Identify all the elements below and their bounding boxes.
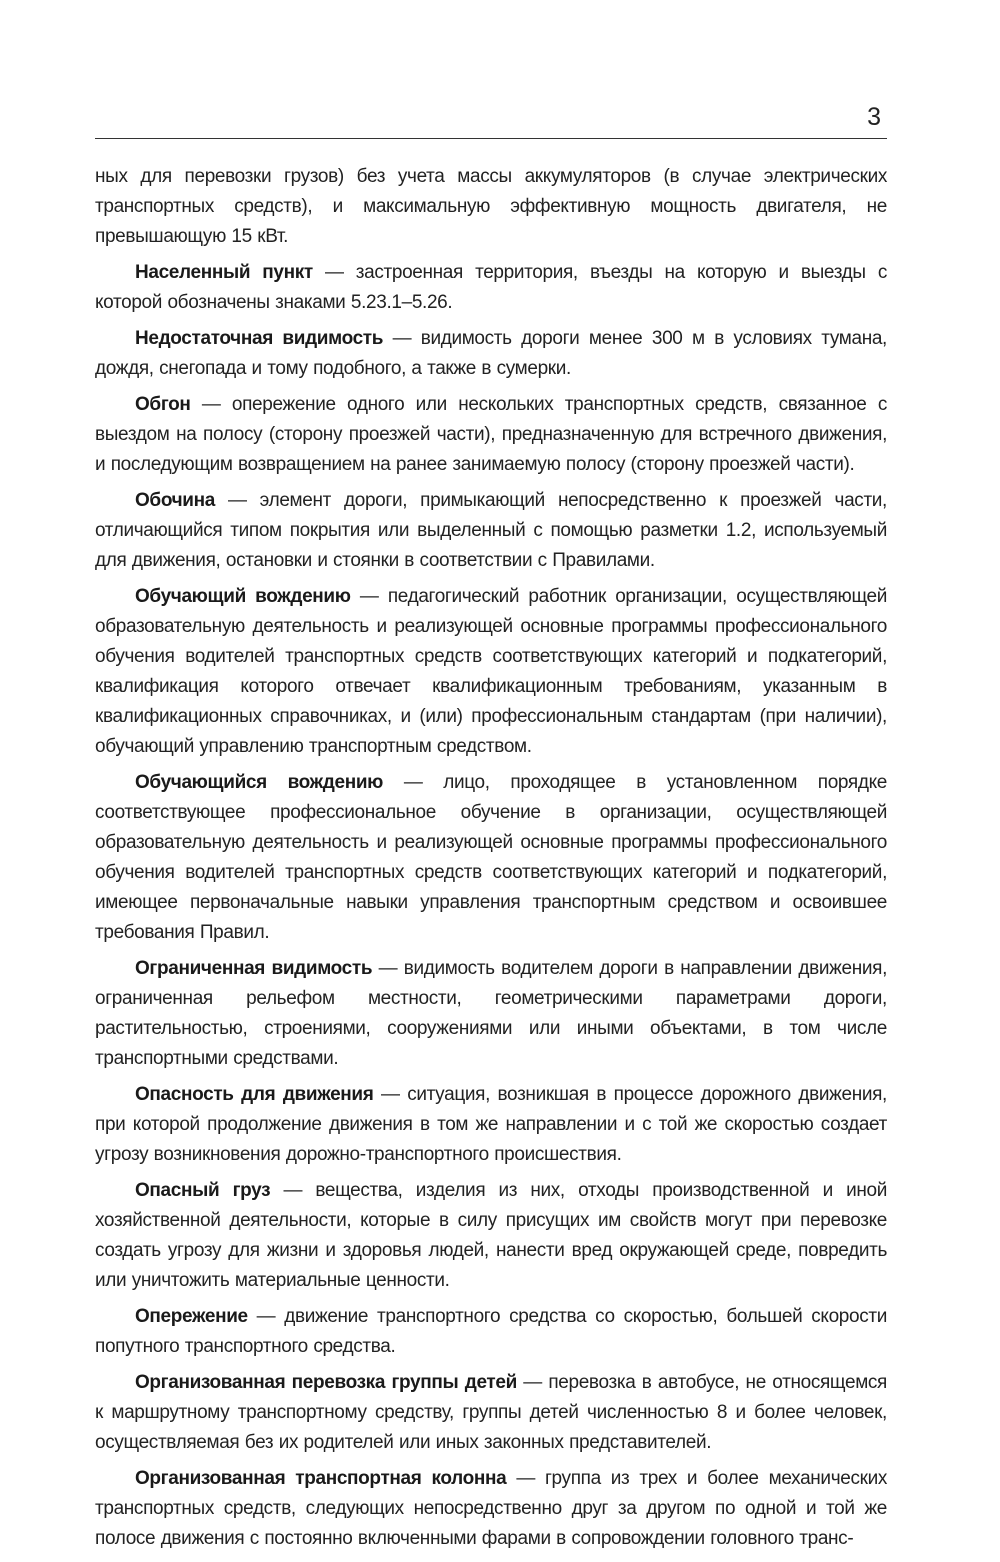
definition-text: — вещества, изделия из них, отходы производственной и иной хозяйственной деятельности, которые в силу присущих им свойств могут при перевозке создать угрозу для жизни и здоровья людей, нанести вред окружающей среде, повредить или уничтожить материальные ценности. [95,1180,887,1291]
definition-text: — лицо, проходящее в установленном порядке соответствующее профессиональное обучение в организации, осуществляющей образовательную деятельность и реализующей основные программы профессионального обучения водителей транспортных средств соответствующих категорий и подкатегорий, имеющее первоначальные навыки управления транспортным средством и освоившее требования Правил. [95,772,888,943]
definition-entry [95,1464,887,1554]
definition-term: Населенный пункт [135,262,313,283]
definition-term: Организованная перевозка группы детей [135,1372,517,1393]
definition-text: — элемент дороги, примыкающий непосредственно к проезжей части, отличающийся типом покрытия или выделенный с помощью разметки 1.2, используемый для движения, остановки и стоянки в соответствии с Правилами. [95,490,887,571]
definition-text: — опережение одного или нескольких транспортных средств, связанное с выездом на полосу (сторону проезжей части), предназначенную для встречного движения, и последующим возвращением на ранее занимаемую полосу (сторону проезжей части). [95,394,887,475]
definition-text: — перевозка в автобусе, не относящемся к маршрутному транспортному средству, группы детей численностью 8 и более человек, осуществляемая без их родителей или иных законных представителей. [95,1372,887,1453]
definition-entry [95,1080,887,1170]
definition-term: Обочина [135,490,215,511]
page-number: 3 [867,103,881,131]
intro-paragraph: ных для перевозки грузов) без учета массы аккумуляторов (в случае электрических транспортных средств), и максимальную эффективную мощность двигателя, не превышающую 15 кВт. [95,166,887,247]
definition-entry [95,768,887,948]
definition-entry [95,1368,887,1458]
definition-entry [95,1302,887,1362]
definition-entry [95,324,887,384]
definition-text: — педагогический работник организации, осуществляющей образовательную деятельность и реализующей основные программы профессионального обучения водителей транспортных средств соответствующих категорий и подкатегорий, квалификация которого отвечает квалификационным требованиям, указанным в квалификационных справочниках, и (или) профессиональным стандартам (при наличии), обучающий управлению транспортным средством. [95,586,887,757]
definition-term: Недостаточная видимость [135,328,384,349]
definition-term: Обгон [135,394,191,415]
definition-term: Обучающий вождению [135,586,351,607]
body-text [95,162,887,1560]
definition-text: — видимость водителем дороги в направлении движения, ограниченная рельефом местности, геометрическими параметрами дороги, растительностью, строениями, сооружениями или иными объектами, в том числе транспортными средствами. [95,958,887,1069]
definition-text: — ситуация, возникшая в процессе дорожного движения, при которой продолжение движения в том же направлении и с той же скоростью создает угрозу возникновения дорожно-транспортного происшествия. [95,1084,887,1165]
definition-entry [95,954,887,1074]
definition-entry [95,582,887,762]
definition-text: — движение транспортного средства со скоростью, большей скорости попутного транспортного средства. [95,1306,887,1357]
definition-entry [95,1176,887,1296]
definition-term: Организованная транспортная колонна [135,1468,507,1489]
definition-term: Опережение [135,1306,248,1327]
definition-term: Обучающийся вождению [135,772,384,793]
definition-text: — застроенная территория, въезды на которую и выезды с которой обозначены знаками 5.23.1–5.26. [95,262,887,313]
definition-term: Опасный груз [135,1180,271,1201]
document-page [95,0,887,1562]
definition-entry [95,486,887,576]
definition-term: Опасность для движения [135,1084,374,1105]
definition-text: — группа из трех и более механических транспортных средств, следующих непосредственно друг за другом по одной и той же полосе движения с постоянно включенными фарами в сопровождении головного транс- [95,1468,887,1549]
definition-entry [95,390,887,480]
definition-entry [95,258,887,318]
definition-text: — видимость дороги менее 300 м в условиях тумана, дождя, снегопада и тому подобного, а также в сумерки. [95,328,887,379]
page-header [95,100,887,139]
definition-term: Ограниченная видимость [135,958,373,979]
